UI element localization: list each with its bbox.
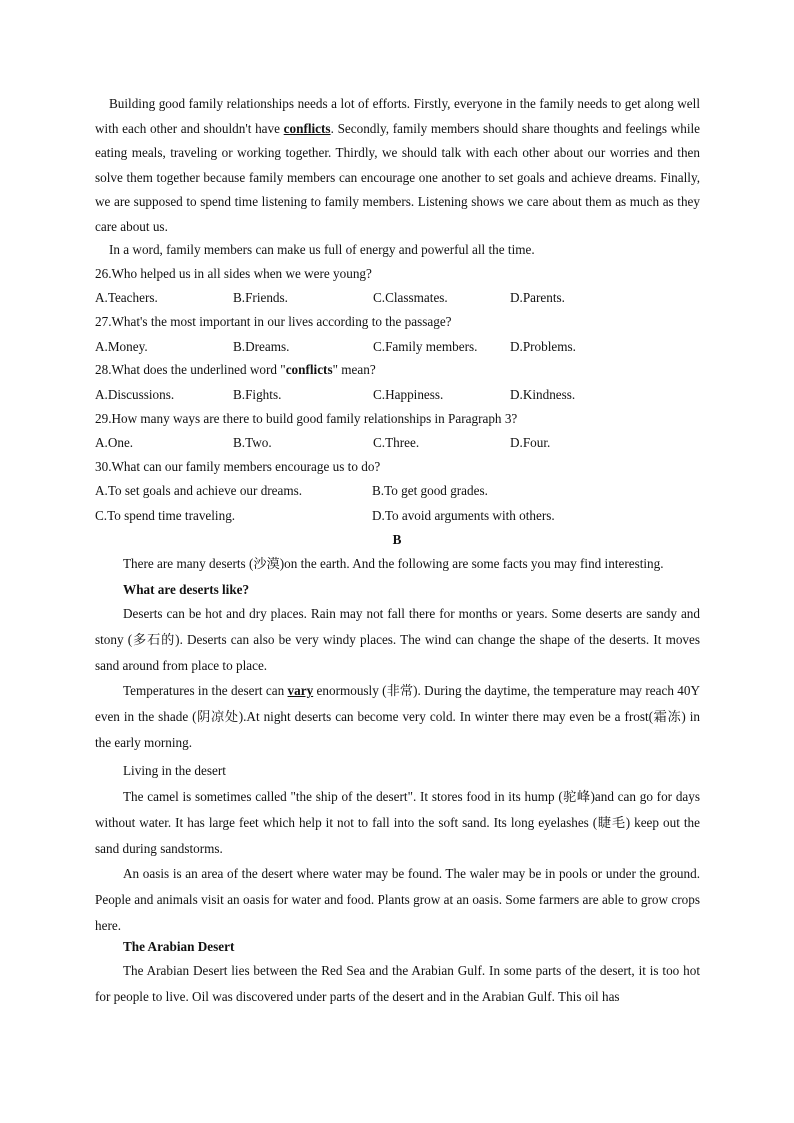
question-28-option-b[interactable]: B.Fights. <box>233 387 282 402</box>
section-b-paragraph-5: The Arabian Desert lies between the Red Sea and the Arabian Gulf. In some parts of the desert, it is too hot for people to live. Oil was discovered under parts of the desert and in the Arabian Gulf. This oil has <box>95 963 700 1004</box>
question-30-stem: 30.What can our family members encourage us to do? <box>95 459 381 474</box>
question-28-option-c[interactable]: C.Happiness. <box>373 387 444 402</box>
question-27-option-b[interactable]: B.Dreams. <box>233 339 290 354</box>
question-26-option-a[interactable]: A.Teachers. <box>95 290 158 305</box>
question-26-option-c[interactable]: C.Classmates. <box>373 290 448 305</box>
question-30-option-a[interactable]: A.To set goals and achieve our dreams. <box>95 483 303 498</box>
section-b-letter: B <box>392 532 402 547</box>
question-30-option-d[interactable]: D.To avoid arguments with others. <box>372 508 555 523</box>
passage-a-paragraph-3: Building good family relationships needs a lot of efforts. Firstly, everyone in the family needs to get along well with each other and shouldn't have conflicts. Secondly, family members should share thoughts and feelings while eating meals, traveling or working together. Thirdly, we should talk with each other about our worries and then solve them together because family members can encourage one another to set goals and achieve dreams. Finally, we are supposed to spend time listening to family members. Listening shows we care about them as much as they care about us. <box>95 96 700 234</box>
section-b-intro: There are many deserts (沙漠)on the earth. And the following are some facts you may find interesting. <box>123 556 664 571</box>
heading-the-arabian-desert: The Arabian Desert <box>123 939 235 954</box>
question-26-option-d[interactable]: D.Parents. <box>510 290 565 305</box>
question-29-option-b[interactable]: B.Two. <box>233 435 272 450</box>
question-28-stem: 28.What does the underlined word "conflicts" mean? <box>95 362 376 377</box>
passage-a-paragraph-4: In a word, family members can make us full of energy and powerful all the time. <box>109 242 535 257</box>
keyword-vary: vary <box>287 683 314 698</box>
question-26-stem: 26.Who helped us in all sides when we were young? <box>95 266 372 281</box>
question-29-option-a[interactable]: A.One. <box>95 435 134 450</box>
question-27-option-c[interactable]: C.Family members. <box>373 339 478 354</box>
question-29-option-c[interactable]: C.Three. <box>373 435 420 450</box>
question-28-option-a[interactable]: A.Discussions. <box>95 387 175 402</box>
question-30-option-b[interactable]: B.To get good grades. <box>372 483 488 498</box>
section-b-paragraph-2: Temperatures in the desert can vary enormously (非常). During the daytime, the temperature may reach 40Y even in the shade (阴凉处).At night deserts can become very cold. In winter there may even be a frost(霜冻) in the early morning. <box>95 683 701 750</box>
heading-living-in-the-desert: Living in the desert <box>123 763 226 778</box>
question-27-stem: 27.What's the most important in our lives according to the passage? <box>95 314 452 329</box>
section-b-paragraph-3: The camel is sometimes called "the ship of the desert". It stores food in its hump (驼峰)and can go for days without water. It has large feet which help it not to fall into the soft sand. Its long eyelashes (睫毛) keep out the sand during sandstorms. <box>95 789 700 856</box>
question-28-option-d[interactable]: D.Kindness. <box>510 387 576 402</box>
question-29-stem: 29.How many ways are there to build good family relationships in Paragraph 3? <box>95 411 518 426</box>
question-28-keyword: conflicts <box>285 362 333 377</box>
question-29-option-d[interactable]: D.Four. <box>510 435 551 450</box>
question-27-option-a[interactable]: A.Money. <box>95 339 148 354</box>
question-27-option-d[interactable]: D.Problems. <box>510 339 576 354</box>
question-26-option-b[interactable]: B.Friends. <box>233 290 288 305</box>
section-b-paragraph-1: Deserts can be hot and dry places. Rain may not fall there for months or years. Some deserts are sandy and stony (多石的). Deserts can also be very windy places. The wind can change the shape of the deserts. It moves sand around from place to place. <box>95 606 700 673</box>
heading-what-are-deserts-like: What are deserts like? <box>123 582 250 597</box>
keyword-conflicts: conflicts <box>283 120 331 136</box>
question-30-option-c[interactable]: C.To spend time traveling. <box>95 508 236 523</box>
section-b-paragraph-4: An oasis is an area of the desert where water may be found. The waler may be in pools or under the ground. People and animals visit an oasis for water and food. Plants grow at an oasis. Some farmers are able to grow crops here. <box>95 866 700 933</box>
